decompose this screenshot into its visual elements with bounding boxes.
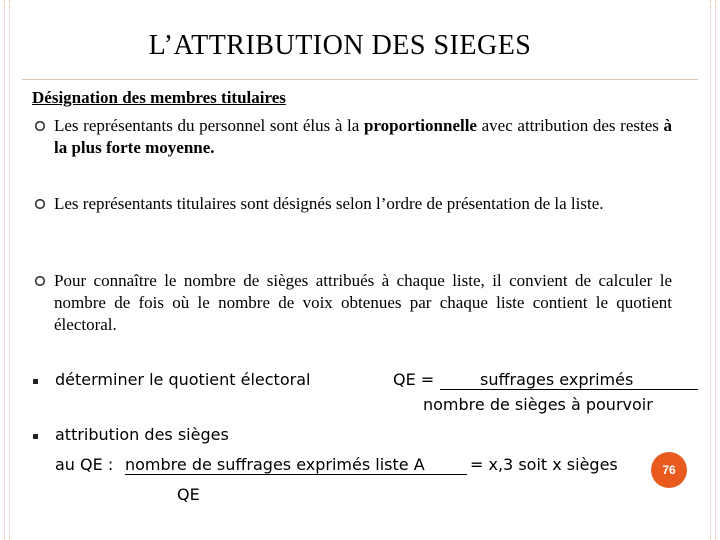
bullet-1-bold-forte-moyenne: à la plus forte moyenne. <box>54 116 672 157</box>
square-bullet-icon <box>33 434 38 439</box>
formula-numerator: nombre de suffrages exprimés liste A <box>125 455 425 474</box>
bullet-text-1 <box>54 115 672 159</box>
square-bullet-icon <box>33 379 38 384</box>
left-frame-border <box>4 0 10 540</box>
bullet-text-2: Les représentants titulaires sont désignés selon l’ordre de présentation de la liste. <box>54 194 604 213</box>
formula-denominator: QE <box>177 485 200 504</box>
bullet-1-text-start: Les représentants du personnel sont élus à la <box>54 116 364 135</box>
ring-bullet-icon <box>32 271 48 291</box>
qe-denominator: nombre de sièges à pourvoir <box>423 395 653 414</box>
bullet-item-3 <box>32 270 672 336</box>
title-divider <box>22 79 698 80</box>
bullet-text-3: Pour connaître le nombre de sièges attribués à chaque liste, il convient de calculer le nombre de fois où le nombre de voix obtenues par chaque liste contient le quotient électoral. <box>54 271 672 334</box>
right-frame-border <box>710 0 716 540</box>
ring-bullet-icon <box>32 116 48 136</box>
formula-result: = x,3 soit x sièges <box>470 455 618 474</box>
step1-label: déterminer le quotient électoral <box>55 370 311 389</box>
qe-numerator: suffrages exprimés <box>480 370 634 389</box>
section-heading: Désignation des membres titulaires <box>32 88 286 107</box>
step2-label: attribution des sièges <box>55 425 229 444</box>
qe-prefix: QE = <box>393 370 435 389</box>
bullet-1-bold-proportionnelle: proportionnelle <box>363 116 477 135</box>
bullet-1-text-middle: avec attribution des restes <box>476 116 664 135</box>
page-number-badge: 76 <box>651 452 687 488</box>
ring-bullet-icon <box>32 194 48 214</box>
bullet-item-2 <box>32 193 672 215</box>
formula-fraction-line <box>125 455 467 475</box>
formula-prefix: au QE : <box>55 455 114 474</box>
bullet-item-1 <box>32 115 672 159</box>
slide-title: L’ATTRIBUTION DES SIEGES <box>148 30 532 61</box>
